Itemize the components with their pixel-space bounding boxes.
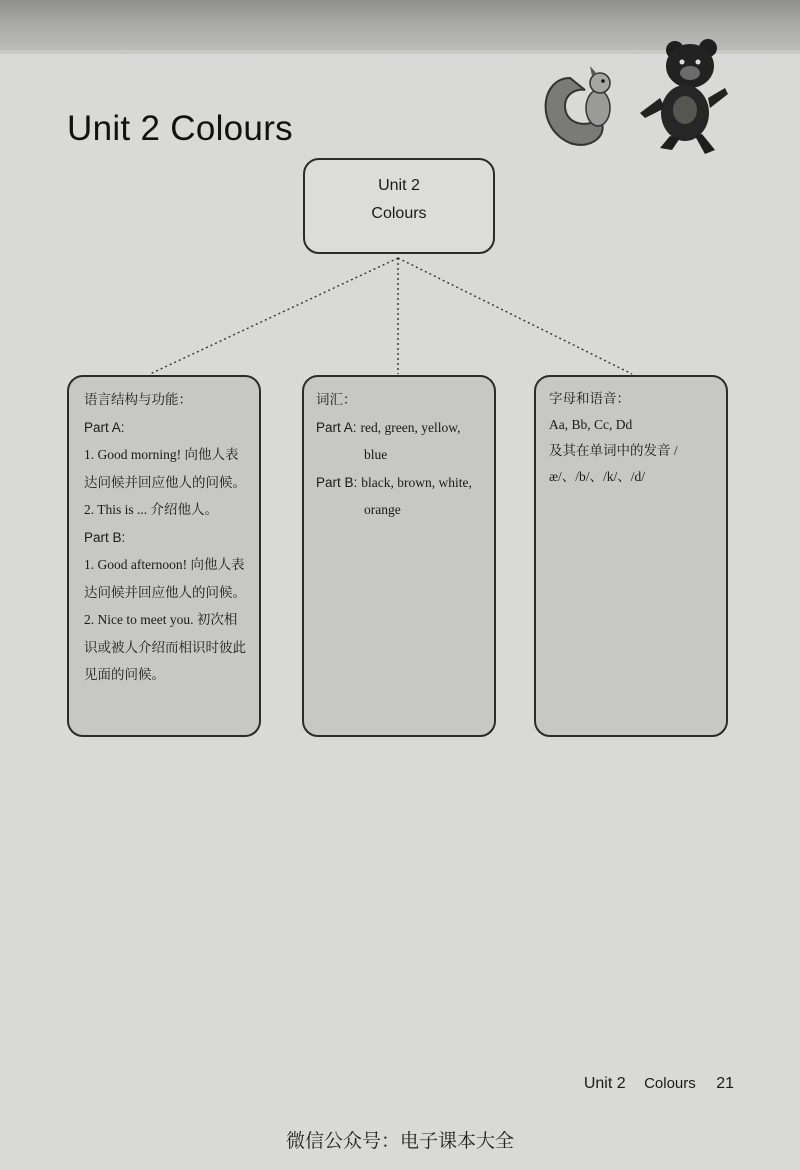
part-a-label: Part A: <box>84 419 125 435</box>
vocab-part-b-words: black, brown, white, <box>361 474 472 490</box>
root-node-unit: Unit 2 <box>378 177 420 194</box>
vocab-part-a-label: Part A: <box>316 419 357 435</box>
mascot-illustration <box>530 18 730 158</box>
function-a2: 2. This is ... 介绍他人。 <box>84 502 219 517</box>
function-b2: 2. Nice to meet you. 初次相识或被人介绍而相识时彼此见面的问候。 <box>84 612 246 682</box>
language-function-card <box>67 375 261 737</box>
watermark-text: 微信公众号：电子课本大全 <box>285 1130 514 1152</box>
vocab-part-b-words-cont: orange <box>364 502 401 517</box>
vocabulary-heading: 词汇： <box>316 392 357 407</box>
vocab-part-a-row <box>316 414 486 442</box>
root-node-topic: Colours <box>371 205 427 222</box>
root-node-box <box>303 158 495 254</box>
vocab-part-b-label: Part B: <box>316 474 358 490</box>
squirrel-illustration <box>546 66 610 145</box>
page-footer <box>584 1075 734 1093</box>
bear-illustration <box>640 39 728 154</box>
footer-unit-name: Colours <box>644 1075 696 1092</box>
page-number: 21 <box>716 1075 734 1092</box>
vocabulary-card <box>302 375 496 737</box>
phonics-card <box>534 375 728 737</box>
page-title: Unit 2 Colours <box>67 109 293 149</box>
connector-line-left <box>150 258 398 374</box>
function-b1: 1. Good afternoon! 向他人表达问候并回应他人的问候。 <box>84 557 246 600</box>
function-a1: 1. Good morning! 向他人表达问候并回应他人的问候。 <box>84 447 246 490</box>
phonics-heading: 字母和语音： <box>549 391 630 406</box>
footer-unit: Unit 2 <box>583 1075 626 1092</box>
part-b-label: Part B: <box>84 529 126 545</box>
phonics-letters: Aa, Bb, Cc, Dd <box>549 417 633 432</box>
vocab-part-a-words-cont: blue <box>364 447 388 462</box>
language-function-heading: 语言结构与功能： <box>84 392 192 407</box>
phonics-sounds: 及其在单词中的发音 /æ/、/b/、/k/、/d/ <box>549 443 678 484</box>
connector-line-right <box>398 258 632 374</box>
vocab-part-b-row <box>316 469 486 497</box>
vocab-part-a-words: red, green, yellow, <box>360 419 461 435</box>
